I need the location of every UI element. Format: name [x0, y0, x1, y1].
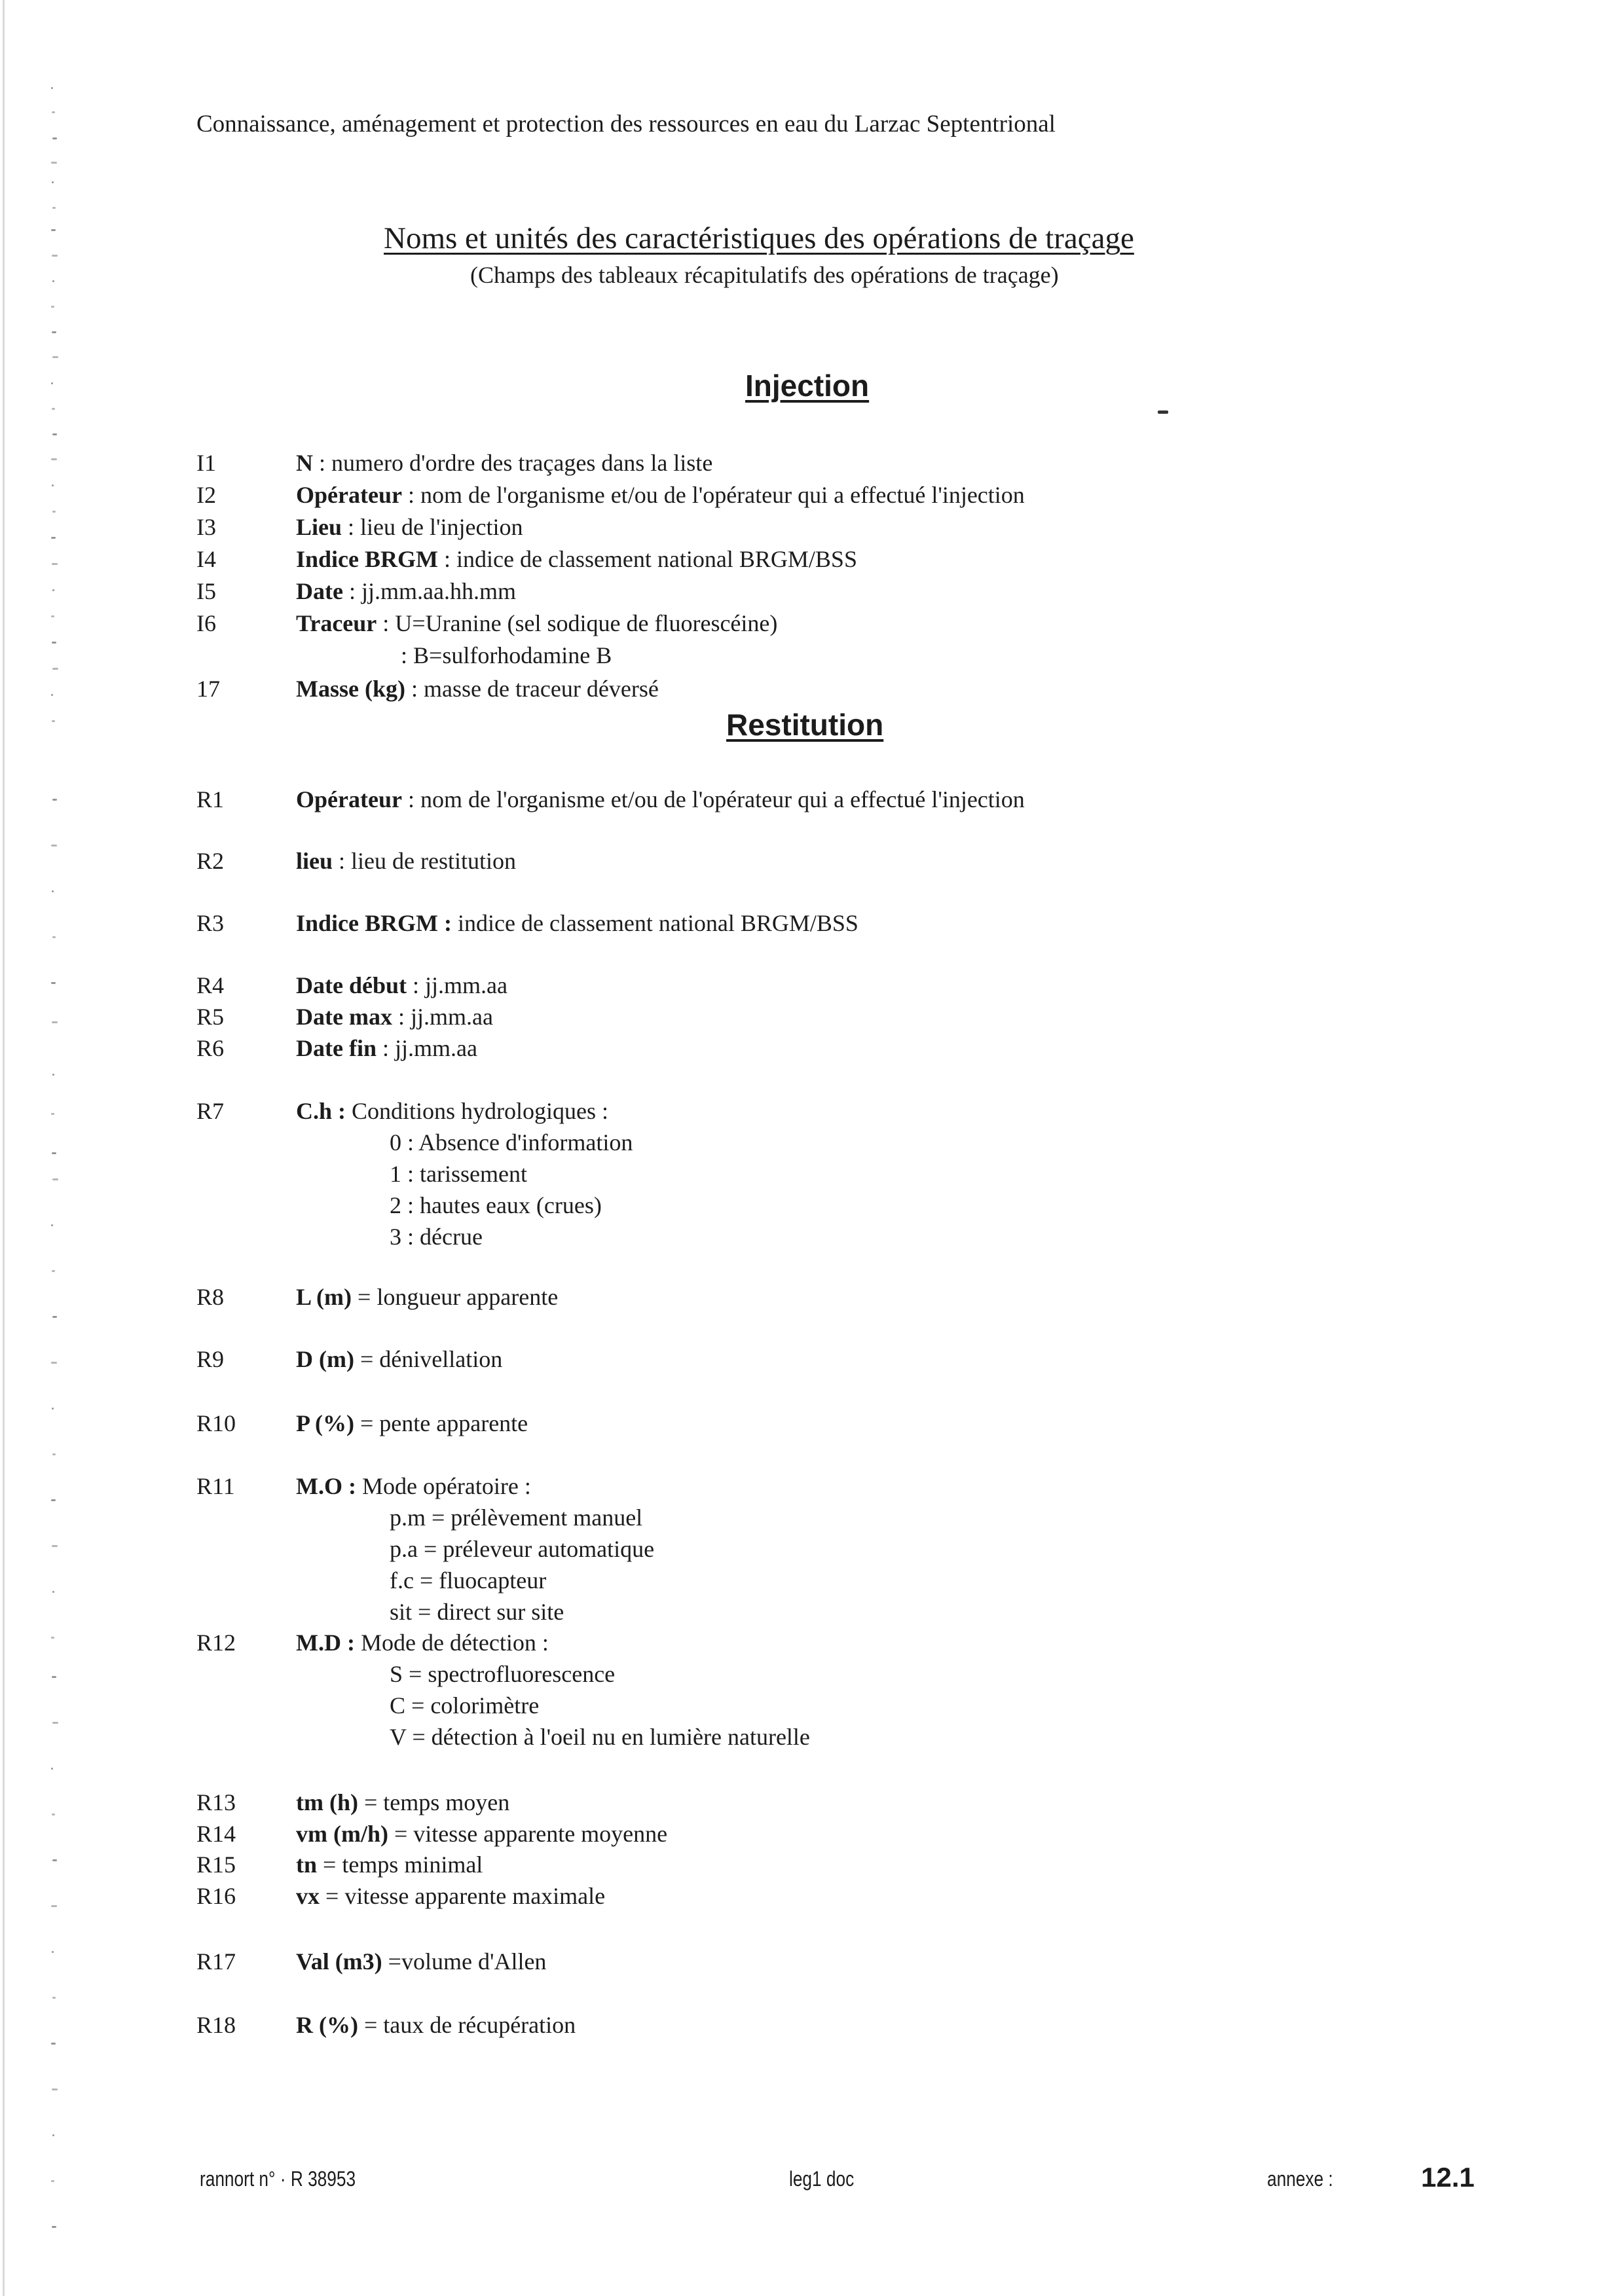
field-separator: :: [405, 676, 424, 702]
field-definition: [296, 1627, 549, 1658]
scan-speck: [52, 137, 57, 139]
field-term: Date: [296, 578, 343, 604]
field-code: R8: [196, 1284, 225, 1310]
field-term: Date max: [296, 1004, 392, 1030]
field-row-r13: [0, 1787, 1624, 1818]
field-term: P (%): [296, 1410, 354, 1436]
field-separator: :: [342, 578, 361, 604]
field-separator: :: [392, 1004, 411, 1030]
field-code: R16: [196, 1883, 236, 1909]
field-option-row: [0, 1690, 1624, 1721]
field-definition: [296, 1281, 558, 1313]
field-option-row: [0, 1190, 1624, 1221]
field-definition: [296, 784, 1025, 815]
field-description: indice de classement national BRGM/BSS: [456, 546, 857, 572]
field-code: R9: [196, 1346, 225, 1372]
field-option: p.m = prélèvement manuel: [390, 1504, 643, 1531]
field-option: 0 : Absence d'information: [390, 1129, 633, 1156]
field-option: 3 : décrue: [390, 1224, 483, 1250]
field-option: 2 : hautes eaux (crues): [390, 1192, 602, 1218]
field-option-row: [0, 1127, 1624, 1158]
field-term: vm (m/h): [296, 1821, 388, 1847]
scan-speck: [51, 2043, 56, 2045]
field-definition: [296, 1787, 509, 1818]
section-heading-injection: Injection: [745, 369, 870, 403]
scan-speck: [52, 1270, 55, 1272]
scan-speck: [52, 111, 55, 113]
field-code: I6: [196, 610, 216, 636]
field-option-row: [0, 1221, 1624, 1252]
field-code: I1: [196, 450, 216, 476]
field-definition: [296, 608, 777, 639]
field-description: temps minimal: [342, 1851, 483, 1878]
field-option-row: [0, 1158, 1624, 1190]
field-code: R10: [196, 1410, 236, 1436]
field-option: 1 : tarissement: [390, 1161, 527, 1187]
field-row-continuation: [0, 640, 1624, 671]
field-description: vitesse apparente maximale: [344, 1883, 606, 1909]
field-definition: [296, 1470, 531, 1502]
field-description: numero d'ordre des traçages dans la liste: [331, 450, 713, 476]
field-row-17: [0, 673, 1624, 704]
field-row-r14: [0, 1818, 1624, 1850]
field-separator: =: [358, 1789, 384, 1815]
field-code: R13: [196, 1789, 236, 1815]
field-row-r8: [0, 1281, 1624, 1313]
field-definition: [296, 1001, 493, 1032]
field-option: S = spectrofluorescence: [390, 1661, 616, 1687]
field-term: R (%): [296, 2012, 358, 2038]
field-row-i6: [0, 608, 1624, 639]
field-term: L (m): [296, 1284, 352, 1310]
field-term: Date début: [296, 972, 407, 998]
field-row-i4: [0, 543, 1624, 575]
field-separator: =: [354, 1410, 380, 1436]
field-separator: [355, 1630, 361, 1656]
field-description: nom de l'organisme et/ou de l'opérateur qui a effectué l'injection: [420, 482, 1025, 508]
field-row-i3: [0, 511, 1624, 543]
field-separator: [346, 1098, 352, 1124]
field-definition: [296, 1343, 502, 1375]
field-description: Mode opératoire :: [361, 1473, 531, 1499]
field-term: lieu: [296, 848, 333, 874]
field-option-row: [0, 1533, 1624, 1565]
field-row-r5: [0, 1001, 1624, 1032]
scan-speck: [51, 1768, 53, 1770]
field-row-i1: [0, 447, 1624, 479]
field-code: 17: [196, 676, 220, 702]
scan-speck: [51, 306, 54, 308]
scan-speck: [52, 255, 58, 257]
scan-speck: [52, 331, 56, 333]
field-separator: =: [354, 1346, 380, 1372]
field-code: I5: [196, 578, 216, 604]
field-description: nom de l'organisme et/ou de l'opérateur qui a effectué l'injection: [420, 786, 1025, 812]
field-code: R5: [196, 1004, 225, 1030]
scan-speck: [1158, 410, 1168, 414]
field-code: R6: [196, 1035, 225, 1061]
footer-file-name: leg1 doc: [789, 2167, 855, 2191]
field-separator: :: [376, 1035, 395, 1061]
field-description: Mode de détection :: [360, 1630, 549, 1656]
field-code: R3: [196, 910, 225, 936]
scan-speck: [52, 280, 54, 282]
field-code: R4: [196, 972, 225, 998]
field-row-i5: [0, 575, 1624, 607]
field-option-row: [0, 1658, 1624, 1690]
scan-speck: [51, 229, 56, 231]
field-term: tn: [296, 1851, 318, 1878]
field-description: jj.mm.aa: [395, 1035, 477, 1061]
section-heading-restitution: Restitution: [726, 708, 884, 742]
footer-annexe-number: 12.1: [1421, 2162, 1475, 2193]
field-row-r12: [0, 1627, 1624, 1658]
field-separator: :: [313, 450, 332, 476]
field-description: jj.mm.aa: [410, 1004, 493, 1030]
field-term: Val (m3): [296, 1948, 382, 1975]
field-separator: =: [388, 1821, 414, 1847]
footer-report-number: rannort n° · R 38953: [200, 2167, 356, 2191]
field-definition: [296, 1946, 546, 1977]
field-definition: [296, 575, 516, 607]
scan-speck: [52, 720, 55, 722]
field-option-row: [0, 1721, 1624, 1753]
field-description: U=Uranine (sel sodique de fluorescéine): [395, 610, 778, 636]
field-option: C = colorimètre: [390, 1692, 540, 1719]
field-definition: [296, 1032, 477, 1064]
field-definition: [296, 479, 1025, 511]
field-row-i2: [0, 479, 1624, 511]
field-description: taux de récupération: [383, 2012, 576, 2038]
field-term: D (m): [296, 1346, 354, 1372]
field-description: vitesse apparente moyenne: [413, 1821, 668, 1847]
field-definition: [296, 970, 507, 1001]
scan-speck: [52, 2226, 56, 2228]
field-description: volume d'Allen: [401, 1948, 547, 1975]
field-definition: [296, 1095, 608, 1127]
scan-speck: [51, 87, 53, 89]
field-separator: :: [438, 546, 457, 572]
field-code: I3: [196, 514, 216, 540]
field-option: f.c = fluocapteur: [390, 1567, 547, 1594]
scan-speck: [51, 162, 57, 164]
running-head: Connaissance, aménagement et protection des ressources en eau du Larzac Septentrional: [196, 111, 1056, 137]
field-definition: [296, 1818, 667, 1850]
field-definition: [296, 447, 712, 479]
scan-speck: [52, 890, 54, 892]
field-separator: =: [358, 2012, 384, 2038]
field-term: M.O :: [296, 1473, 356, 1499]
field-separator: :: [401, 786, 420, 812]
field-description: jj.mm.aa.hh.mm: [361, 578, 516, 604]
field-row-r17: [0, 1946, 1624, 1977]
scan-speck: [52, 1316, 57, 1318]
field-separator: :: [407, 972, 426, 998]
field-row-r11: [0, 1470, 1624, 1502]
field-term: Lieu: [296, 514, 342, 540]
field-row-r6: [0, 1032, 1624, 1064]
scan-speck: [51, 382, 53, 384]
field-description: pente apparente: [379, 1410, 528, 1436]
field-option: sit = direct sur site: [390, 1599, 564, 1625]
field-row-r3: [0, 907, 1624, 939]
field-row-r10: [0, 1408, 1624, 1439]
field-row-r15: [0, 1849, 1624, 1880]
field-description: indice de classement national BRGM/BSS: [458, 910, 858, 936]
field-definition: [296, 511, 523, 543]
scan-speck: [52, 433, 57, 435]
field-term: C.h :: [296, 1098, 346, 1124]
field-code: R1: [196, 786, 225, 812]
field-code: R15: [196, 1851, 236, 1878]
field-term: vx: [296, 1883, 320, 1909]
field-code: R17: [196, 1948, 236, 1975]
field-separator: =: [317, 1851, 342, 1878]
scan-speck: [52, 1074, 54, 1076]
field-description: lieu de l'injection: [360, 514, 523, 540]
scan-speck: [52, 408, 55, 410]
field-code: I4: [196, 546, 216, 572]
footer-annexe-label: annexe :: [1267, 2167, 1333, 2191]
scan-speck: [52, 2134, 54, 2136]
field-code: R2: [196, 848, 225, 874]
field-term: Indice BRGM: [296, 546, 439, 572]
field-term: Masse (kg): [296, 676, 405, 702]
field-definition: [296, 673, 659, 704]
field-separator: [452, 910, 458, 936]
field-definition: [296, 907, 858, 939]
field-separator: :: [377, 610, 396, 636]
field-row-r2: [0, 845, 1624, 877]
field-row-r9: [0, 1343, 1624, 1375]
field-description: jj.mm.aa: [425, 972, 507, 998]
scan-speck: [52, 1453, 56, 1455]
field-row-r1: [0, 784, 1624, 815]
field-separator: =: [352, 1284, 377, 1310]
field-code: R14: [196, 1821, 236, 1847]
field-option-row: [0, 1596, 1624, 1628]
field-term: Indice BRGM :: [296, 910, 452, 936]
field-definition: [296, 845, 516, 877]
field-code: I2: [196, 482, 216, 508]
scan-speck: [51, 2180, 54, 2182]
field-definition: [296, 1408, 528, 1439]
field-description: Conditions hydrologiques :: [352, 1098, 609, 1124]
field-continuation: : B=sulforhodamine B: [401, 642, 612, 668]
field-definition: [296, 1849, 483, 1880]
page-title: Noms et unités des caractéristiques des opérations de traçage: [384, 221, 1134, 255]
field-code: R7: [196, 1098, 225, 1124]
field-option: p.a = préleveur automatique: [390, 1536, 655, 1562]
field-separator: [356, 1473, 362, 1499]
field-description: masse de traceur déversé: [424, 676, 659, 702]
field-row-r18: [0, 2009, 1624, 2041]
field-term: Traceur: [296, 610, 377, 636]
field-row-r4: [0, 970, 1624, 1001]
scan-speck: [52, 1997, 56, 1999]
field-description: longueur apparente: [377, 1284, 559, 1310]
field-term: Date fin: [296, 1035, 377, 1061]
field-code: R11: [196, 1473, 235, 1499]
scan-speck: [52, 2088, 58, 2090]
field-code: R12: [196, 1630, 236, 1656]
field-separator: :: [401, 482, 420, 508]
field-term: Opérateur: [296, 786, 402, 812]
field-description: dénivellation: [379, 1346, 503, 1372]
field-option: V = détection à l'oeil nu en lumière naturelle: [390, 1724, 810, 1750]
field-separator: :: [333, 848, 352, 874]
field-definition: [296, 2009, 576, 2041]
field-description: lieu de restitution: [351, 848, 516, 874]
field-description: temps moyen: [383, 1789, 510, 1815]
field-term: Opérateur: [296, 482, 402, 508]
field-separator: =: [382, 1948, 401, 1975]
page-subtitle: (Champs des tableaux récapitulatifs des opérations de traçage): [470, 262, 1059, 288]
scan-speck: [52, 181, 54, 183]
field-row-r16: [0, 1880, 1624, 1912]
field-definition: [296, 543, 857, 575]
field-term: N: [296, 450, 313, 476]
field-separator: =: [320, 1883, 345, 1909]
field-code: R18: [196, 2012, 236, 2038]
field-option-row: [0, 1565, 1624, 1596]
scan-speck: [52, 207, 56, 209]
field-separator: :: [342, 514, 361, 540]
field-term: tm (h): [296, 1789, 358, 1815]
field-row-r7: [0, 1095, 1624, 1127]
field-definition: [296, 1880, 605, 1912]
scan-speck: [52, 356, 58, 358]
field-option-row: [0, 1502, 1624, 1533]
field-term: M.D :: [296, 1630, 355, 1656]
